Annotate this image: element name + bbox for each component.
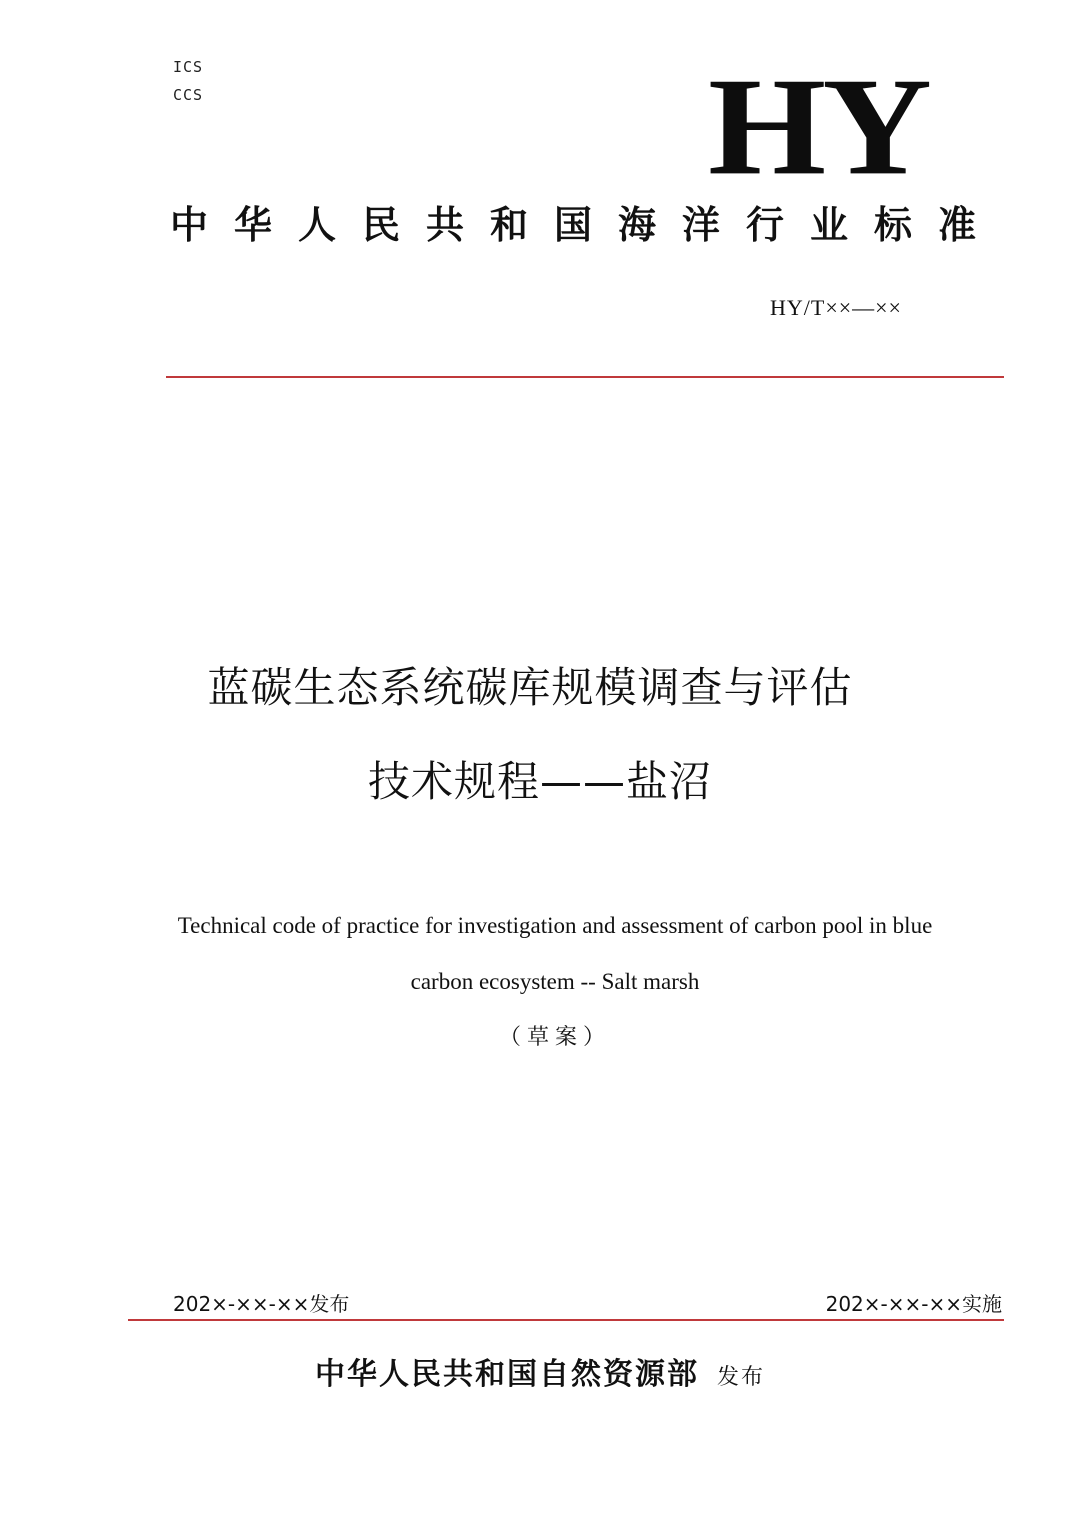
- issuer-name: 中华人民共和国自然资源部: [314, 1357, 699, 1392]
- ccs-label: CCS: [173, 86, 204, 104]
- issue-word: 发布: [716, 1365, 765, 1390]
- standard-number: HY/T××—××: [770, 295, 902, 320]
- chinese-title-line-1: 蓝碳生态系统碳库规模调查与评估: [207, 663, 853, 712]
- top-divider: [166, 376, 1004, 378]
- hy-logo: HY: [708, 49, 928, 204]
- publish-date: 202×-××-××发布: [173, 1292, 350, 1316]
- effective-date: 202×-××-××实施: [825, 1292, 1002, 1316]
- draft-label: （草案）: [498, 1025, 611, 1050]
- chinese-title-line-2: 技术规程——盐沼: [367, 757, 712, 806]
- bottom-divider: [128, 1319, 1004, 1321]
- ics-label: ICS: [173, 58, 204, 76]
- english-title-line-1: Technical code of practice for investigation and assessment of carbon pool in blue: [177, 913, 933, 938]
- org-title: 中华人民共和国海洋行业标准: [170, 203, 1003, 247]
- issuer-block: [0, 1352, 1080, 1402]
- english-title-line-2: carbon ecosystem -- Salt marsh: [410, 969, 700, 994]
